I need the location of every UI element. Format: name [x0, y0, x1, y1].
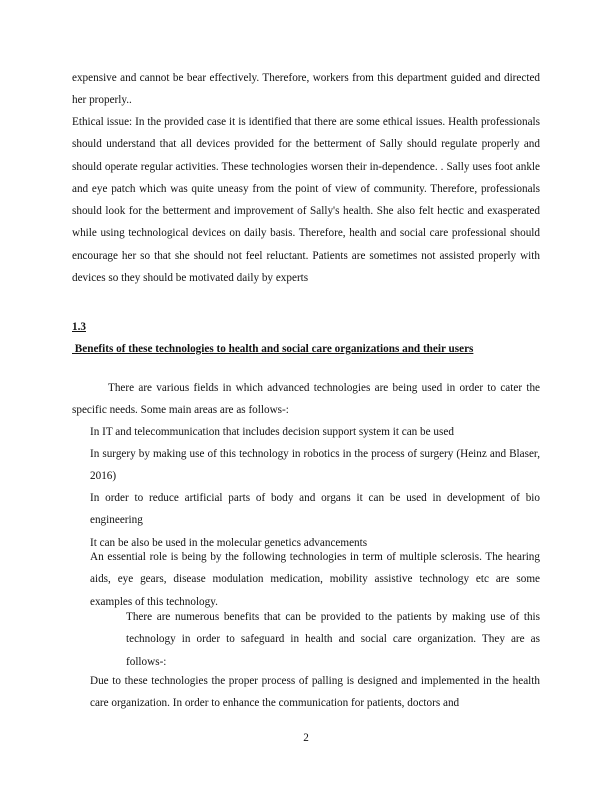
benefits-intro-paragraph: There are numerous benefits that can be provided to the patients by making use of this technology in order to safeguard in health and social care organization. They are as follows-: — [126, 611, 540, 668]
list-item: In surgery by making use of this technology in robotics in the process of surgery (Heinz and Blaser, 2016) — [90, 448, 540, 483]
list-item: In IT and telecommunication that includes decision support system it can be used — [90, 426, 454, 438]
list-item: An essential role is being by the following technologies in term of multiple sclerosis. The hearing aids, eye gears, disease modulation medication, mobility assistive technology etc are some examples of this technology. — [90, 551, 540, 608]
list-item: It can be also be used in the molecular genetics advancements — [90, 537, 368, 549]
section-title: Benefits of these technologies to health and social care organizations and their users — [72, 343, 474, 355]
paragraph-ethical-issue: Ethical issue: In the provided case it is identified that there are some ethical issues. Health professionals should understand that all devices provided for the betterment of Sally should regulate properly and should operate regular activities. These technologies worsen their in-dependence. . Sally uses foot ankle and eye patch which was quite uneasy from the point of view of community. Therefore, professionals should look for the betterment and improvement of Sally's health. She also felt hectic and exasperated while using technological devices on daily basis. Therefore, health and social care professional should encourage her so that she should not feel reluctant. Patients are sometimes not assisted properly with devices so they should be motivated daily by experts — [72, 116, 540, 285]
paragraph-continuation: expensive and cannot be bear effectively. Therefore, workers from this department guided and directed her properly.. — [72, 72, 540, 107]
page-number: 2 — [303, 732, 309, 744]
intro-paragraph: There are various fields in which advanced technologies are being used in order to cater the specific needs. Some main areas are as follows-: — [72, 382, 540, 417]
section-number: 1.3 — [72, 321, 86, 333]
list-item: In order to reduce artificial parts of body and organs it can be used in development of bio engineering — [90, 492, 540, 527]
closing-paragraph: Due to these technologies the proper process of palling is designed and implemented in the health care organization. In order to enhance the communication for patients, doctors and — [90, 675, 540, 710]
